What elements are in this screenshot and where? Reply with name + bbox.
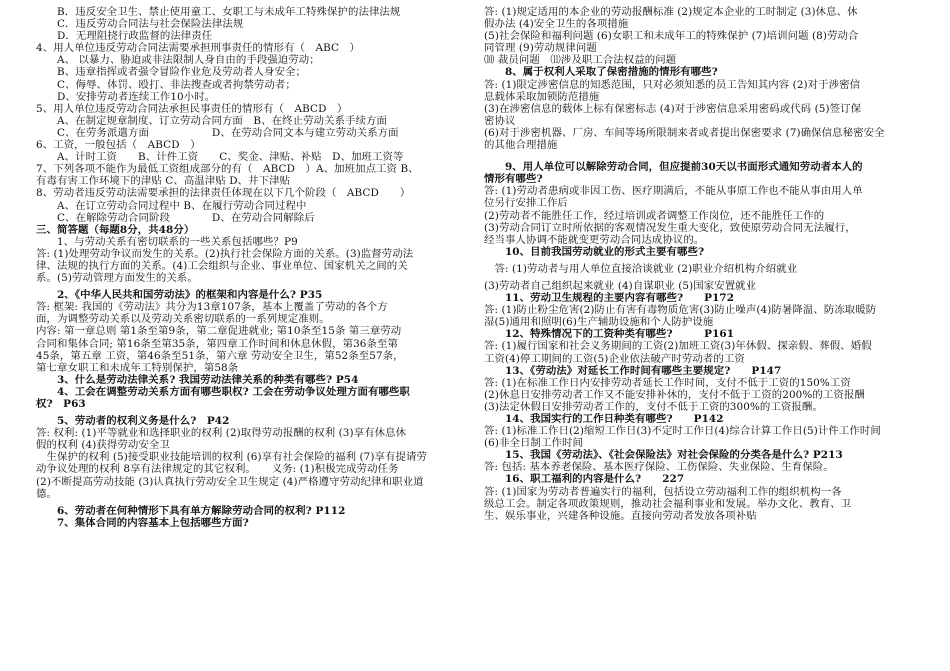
text-line: 动争议处理的权利 8享有法律规定的其它权利。 义务: (1)积极完成劳动任务: [36, 463, 399, 476]
text-line: 的其他合理措施: [484, 139, 558, 152]
text-line: B、违章指挥或者强令冒险作业危及劳动者人身安全；: [36, 66, 306, 79]
question-line: 6、劳动者在何种情形下具有单方解除劳动合同的权利? P112: [36, 504, 346, 517]
text-line: (3)在涉密信息的载体上标有保密标志 (4)对于涉密信息采用密码或代码 (5)签订保: [484, 102, 862, 115]
question-line: 7、集体合同的内容基本上包括哪些方面?: [36, 516, 249, 529]
text-line: A、在制定规章制度、订立劳动合同方面 B、在终止劳动关系手续方面: [36, 114, 388, 127]
question-line: 15、我国《劳动法》、《社会保险法》对社会保险的分类各是什么? P213: [484, 449, 843, 462]
text-line: 答: (1)处理劳动争议而发生的关系。(2)执行社会保险方面的关系。(3)监督劳动法: [36, 247, 414, 260]
text-line: 答: 包括: 基本养老保险、基本医疗保险、工伤保险、失业保险、生育保险。: [484, 461, 834, 474]
text-line: 德。: [36, 487, 57, 500]
text-line: 答: 权利: (1)平等就业和选择职业的权利 (2)取得劳动报酬的权利 (3)享有休息休: [36, 427, 407, 440]
right-column: [484, 6, 916, 522]
question-line: 2、《中华人民共和国劳动法》的框架和内容是什么? P35: [36, 289, 323, 302]
text-line: C、在解除劳动合同阶段 D、在劳动合同解除后: [36, 211, 315, 224]
text-line: 1、与劳动关系有密切联系的一些关系包括哪些？P9: [36, 235, 298, 248]
text-line: 答: (1)劳动者与用人单位直接洽谈就业 (2)职业介绍机构介绍就业: [484, 262, 798, 275]
question-line: 11、劳动卫生规程的主要内容有哪些? P172: [484, 292, 735, 305]
question-line: 权? P63: [36, 398, 86, 410]
text-line: C、侮辱、体罚、殴打、非法搜查或者拘禁劳动者；: [36, 78, 296, 91]
text-line: 答: (1)国家为劳动者普遍实行的福利，包括设立劳动福利工作的组织机构一各: [484, 485, 842, 498]
text-line: 工资(4)停工期间的工资(5)企业依法破产时劳动者的工资: [484, 352, 745, 365]
text-line: C、在劳务派遣方面 D、在劳动合同文本与建立劳动关系方面: [36, 126, 399, 139]
text-line: 假办法 (4)安全卫生的各项措施: [484, 18, 629, 31]
text-line: 合同和集体合同; 第16条至第35条，第四章工作时间和休息休假，第36条至第: [36, 337, 398, 350]
question-line: 三、简答题（每题8分，共48分）: [36, 223, 195, 236]
text-line: 8、劳动者违反劳动法需要承担的法律责任体现在以下几个阶段（ ABCD ）: [36, 187, 411, 200]
text-line: 有毒有害工作环境下的津贴 C、高温津贴 D、井下津贴: [36, 175, 291, 188]
text-line: B．违反安全卫生、禁止使用童工、女职工与未成年工特殊保护的法律法规: [36, 6, 401, 18]
text-line: (3)劳动者自己组织起来就业 (4)自谋职业 (5)国家安置就业: [484, 279, 757, 292]
question-line: 5、劳动者的权利义务是什么? P42: [36, 415, 230, 428]
text-line: 位另行安排工作后: [484, 197, 568, 210]
text-line: 答: (1)标准工作日(2)缩短工作日(3)不定时工作日(4)综合计算工作日(5)计件工作时间: [484, 425, 881, 438]
question-line: 16、职工福利的内容是什么? 227: [484, 473, 685, 486]
question-line: 9、用人单位可以解除劳动合同，但应提前30天以书面形式通知劳动者本人的: [484, 161, 863, 174]
text-line: 湿(5)通用和照明(6)生产辅助设施和个人防护设施: [484, 316, 714, 329]
text-line: A、在订立劳动合同过程中 B、在履行劳动合同过程中: [36, 199, 307, 212]
text-line: 答: (1)限定涉密信息的知悉范围，只对必须知悉的员工告知其内容 (2)对于涉密信: [484, 78, 861, 91]
text-line: 第七章女职工和未成年工特别保护，第58条: [36, 361, 239, 374]
text-line: 经当事人协调不能就变更劳动合同达成协议的。: [484, 233, 705, 246]
text-line: 假的权利 (4)获得劳动安全卫: [36, 439, 170, 452]
text-line: (2)劳动者不能胜任工作，经过培训或者调整工作岗位，还不能胜任工作的: [484, 209, 825, 222]
question-line: 3、什么是劳动法律关系? 我国劳动法律关系的种类有哪些? P54: [36, 373, 359, 386]
text-line: 面，为调整劳动关系以及劳动关系密切联系的一系列规定准则。: [36, 313, 330, 326]
text-line: (3)劳动合同订立时所依据的客观情况发生重大变化，致使原劳动合同无法履行，: [484, 221, 856, 234]
text-line: 生、娱乐事业，兴建各种设施。直接向劳动者发放各项补贴: [484, 509, 757, 522]
text-line: 答: (1)规定适用的本企业的劳动报酬标准 (2)规定本企业的工时制定 (3)休息、休: [484, 6, 858, 18]
text-line: 45条，第五章 工资，第46条至51条，第六章 劳动安全卫生，第52条至57条，: [36, 349, 404, 362]
text-line: 答: 框架: 我国的《劳动法》共分为13章107条，基本上覆盖了劳动的各个方: [36, 301, 388, 314]
text-line: (6)对于涉密机器、厂房、车间等场所限制来者或者提出保密要求 (7)确保信息秘密安全: [484, 126, 885, 139]
question-line: 12、特殊情况下的工资种类有哪些? P161: [484, 328, 735, 341]
text-line: 5、用人单位违反劳动合同法承担民事责任的情形有（ ABCD ）: [36, 102, 348, 115]
question-line: 14、我国实行的工作日种类有哪些? P142: [484, 413, 724, 425]
text-line: 答: (1)劳动者患病或非因工伤、医疗期满后，不能从事原工作也不能从事由用人单: [484, 185, 863, 198]
text-line: (6)非全日制工作时间: [484, 437, 583, 450]
question-line: 8、属于权利人采取了保密措施的情形有哪些?: [484, 66, 718, 79]
left-column: [36, 6, 468, 529]
question-line: 情形有哪些?: [484, 173, 543, 186]
text-line: 6、工资，一般包括（ ABCD ）: [36, 139, 201, 152]
text-line: 生保护的权利 (5)接受职业技能培训的权利 (6)享有社会保险的福利 (7)享有提请劳: [36, 451, 427, 464]
text-line: 同管理 (9)劳动规律问题: [484, 42, 597, 55]
text-line: 7、下列各项不能作为最低工资组成部分的有（ ABCD ）A、加班加点工资 B、: [36, 163, 419, 176]
text-line: ⑽ 裁员问题 ⑾涉及职工合法权益的问题: [484, 54, 677, 67]
text-line: (3)法定休假日安排劳动者工作的，支付不低于工资的300%的工资报酬。: [484, 400, 823, 413]
text-line: 答: (1)在标准工作日内安排劳动者延长工作时间，支付不低于工资的150%工资: [484, 376, 851, 389]
text-line: 答: (1)防止粉尘危害(2)防止有害有毒物质危害(3)防止噪声(4)防暑降温、防冻取暖防: [484, 304, 877, 317]
text-line: D、安排劳动者连续工作10小时。: [36, 90, 216, 103]
text-line: 级总工会。制定各项政策规则，推动社会福利事业和发展。举办文化、教育、卫: [484, 497, 852, 510]
text-line: A、 以暴力、胁迫或非法限制人身自由的手段强迫劳动；: [36, 54, 320, 67]
text-line: 系。(5)劳动管理方面发生的关系。: [36, 272, 198, 285]
text-line: 答: (1)履行国家和社会义务期间的工资(2)加班工资(3)年休假、探亲假、葬假、婚假: [484, 340, 872, 353]
question-line: 10、目前我国劳动就业的形式主要有哪些?: [484, 245, 705, 258]
text-line: 4、用人单位违反劳动合同法需要承担刑事责任的情形有（ ABC ）: [36, 42, 361, 55]
question-line: 4、工会在调整劳动关系方面有哪些职权? 工会在劳动争议处理方面有哪些职: [36, 385, 410, 398]
text-line: 内容: 第一章总则 第1条至第9条，第二章促进就业; 第10条至15条 第三章劳动: [36, 325, 402, 338]
text-line: (2)休息日安排劳动者工作又不能安排补休的，支付不低于工资的200%的工资报酬: [484, 388, 865, 401]
text-line: (5)社会保险和福利问题 (6)女职工和未成年工的特殊保护 (7)培训问题 (8)劳动合: [484, 30, 859, 43]
text-line: 律、法规的执行方面的关系。(4)工会组织与企业、事业单位、国家机关之间的关: [36, 259, 408, 272]
text-line: C．违反劳动合同法与社会保险法律法规: [36, 18, 244, 31]
text-line: D．无理阻挠行政监督的法律责任: [36, 30, 213, 43]
text-line: (2)不断提高劳动技能 (3)认真执行劳动安全卫生规定 (4)严格遵守劳动纪律和职业道: [36, 475, 424, 488]
text-line: 息载体采取加锁防范措施: [484, 90, 600, 103]
text-line: A、计时工资 B、计件工资 C、奖金、津贴、补贴 D、加班工资等: [36, 151, 404, 164]
question-line: 13、《劳动法》对延长工作时间有哪些主要规定? P147: [484, 364, 782, 377]
text-line: 密协议: [484, 114, 516, 127]
